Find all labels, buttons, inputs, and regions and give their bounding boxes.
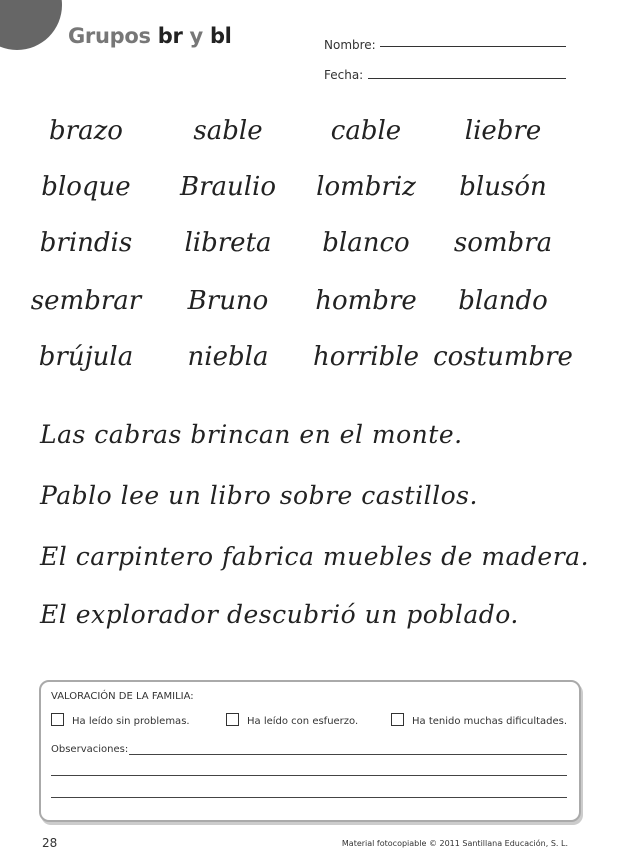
checkbox-with-effort[interactable] (226, 713, 239, 726)
word-item: blando (458, 286, 548, 316)
date-input-line[interactable] (368, 78, 566, 79)
word-item: libreta (184, 228, 272, 258)
page-number: 28 (42, 836, 58, 850)
observations-line-3[interactable] (51, 797, 567, 798)
sentence-4: El explorador descubrió un poblado. (40, 600, 519, 629)
word-item: horrible (313, 342, 419, 372)
option-with-effort[interactable] (226, 713, 358, 727)
word-item: brindis (39, 228, 133, 258)
option-many-difficulties[interactable] (391, 713, 567, 727)
word-item: brújula (38, 342, 134, 372)
word-item: sembrar (30, 286, 142, 316)
name-label: Nombre: (324, 38, 376, 52)
word-item: niebla (187, 342, 269, 372)
word-item: liebre (464, 116, 542, 146)
title-br: br (157, 24, 183, 48)
checkbox-many-difficulties[interactable] (391, 713, 404, 726)
word-item: Braulio (179, 172, 277, 202)
title-bl: bl (209, 24, 232, 48)
title-prefix: Grupos (68, 24, 158, 48)
copyright-notice: Material fotocopiable © 2011 Santillana Educación, S. L. (341, 839, 568, 848)
word-item: blanco (322, 228, 410, 258)
name-input-line[interactable] (380, 46, 566, 47)
word-item: lombriz (316, 172, 416, 202)
word-item: cable (330, 116, 402, 146)
family-assessment-title: VALORACIÓN DE LA FAMILIA: (51, 691, 194, 702)
option-with-effort-label: Ha leído con esfuerzo. (247, 716, 359, 727)
name-field (324, 38, 376, 52)
observations-line-2[interactable] (51, 775, 567, 776)
option-no-problems-label: Ha leído sin problemas. (72, 716, 190, 727)
observations-line-1[interactable] (129, 754, 567, 755)
option-no-problems[interactable] (51, 713, 190, 727)
page-title (68, 24, 232, 48)
observations-label: Observaciones: (51, 744, 129, 755)
date-label: Fecha: (324, 68, 364, 82)
sentence-3: El carpintero fabrica muebles de madera. (40, 542, 590, 571)
date-field (324, 68, 363, 82)
option-many-difficulties-label: Ha tenido muchas dificultades. (412, 716, 568, 727)
corner-tab-decoration (0, 0, 62, 50)
word-item: blusón (459, 172, 547, 202)
title-y: y (182, 24, 210, 48)
word-item: bloque (41, 172, 131, 202)
sentence-2: Pablo lee un libro sobre castillos. (40, 481, 478, 510)
word-item: hombre (315, 286, 417, 316)
sentence-1: Las cabras brincan en el monte. (40, 420, 463, 449)
word-item: sombra (453, 228, 553, 258)
family-assessment-box (39, 680, 581, 822)
word-item: costumbre (433, 342, 573, 372)
word-item: brazo (49, 116, 123, 146)
checkbox-no-problems[interactable] (51, 713, 64, 726)
word-item: Bruno (187, 286, 269, 316)
word-item: sable (193, 116, 263, 146)
